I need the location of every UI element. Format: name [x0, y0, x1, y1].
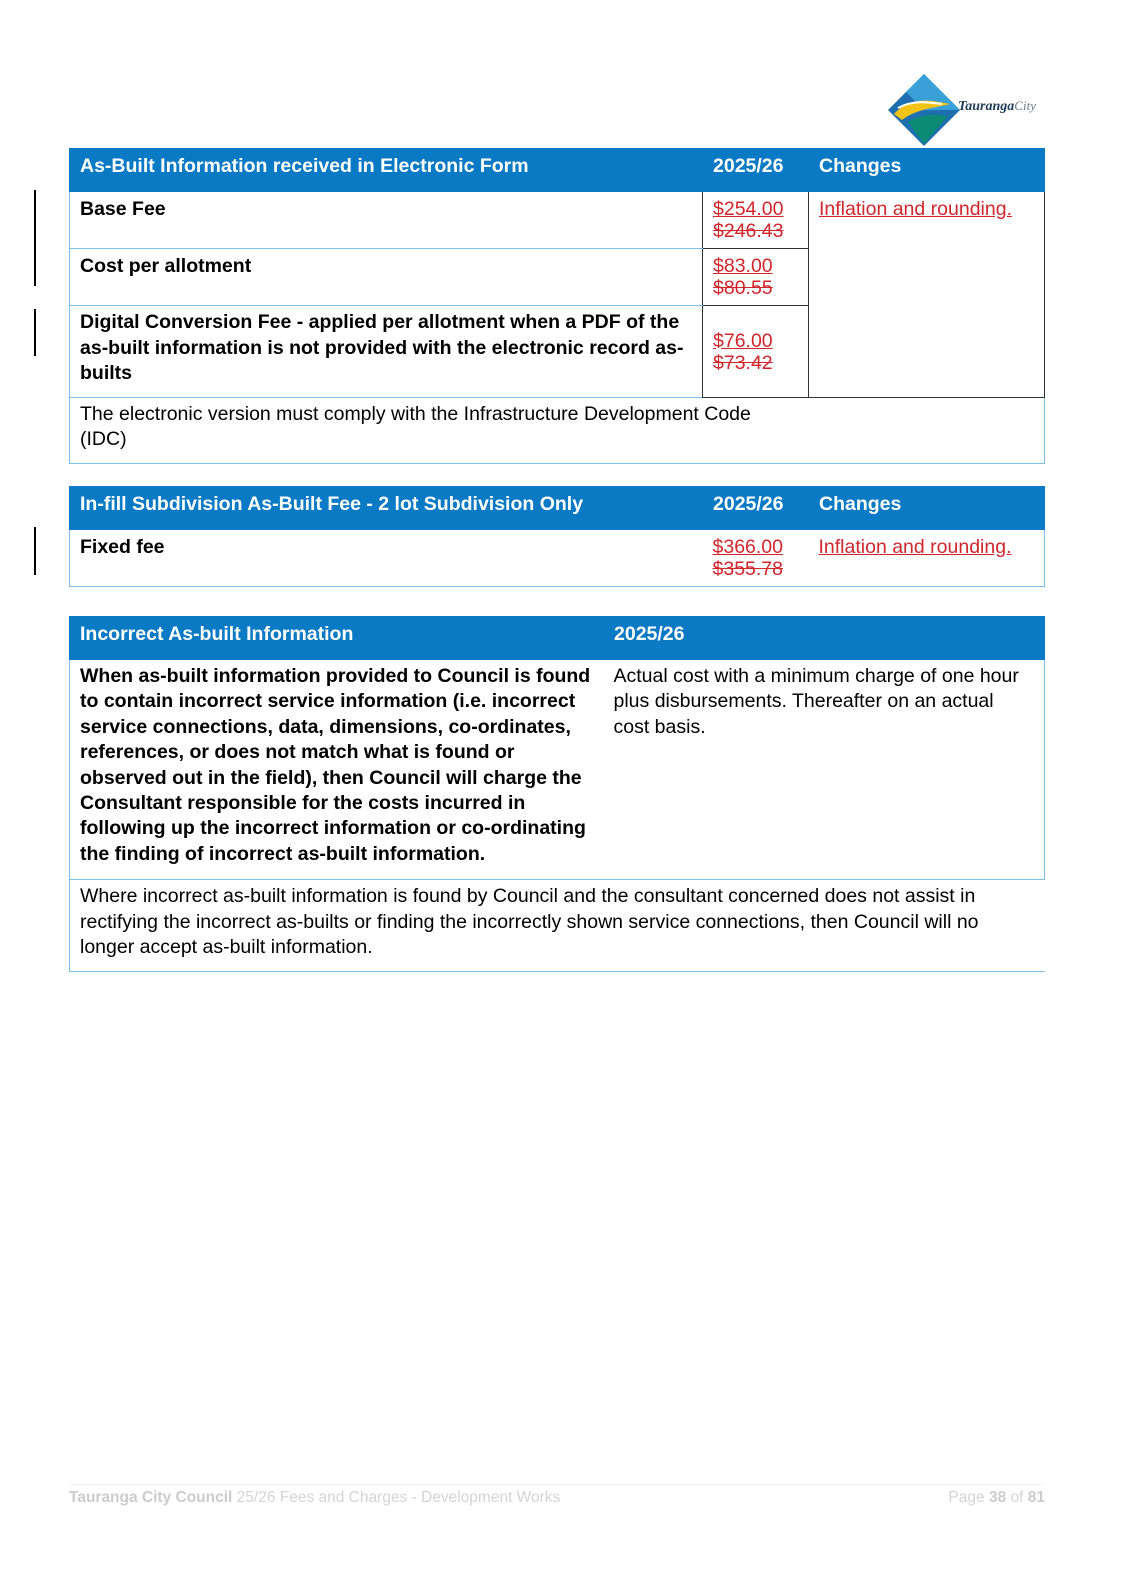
fee-label: Base Fee — [70, 192, 703, 249]
change-note: Inflation and rounding. — [819, 198, 1012, 220]
changes-cell — [809, 530, 1045, 587]
old-price: $80.55 — [713, 277, 773, 299]
table-footnote: Where incorrect as-built information is found by Council and the consultant concerned does not assist in rectifying the incorrect as-builts or finding the incorrectly shown service connections, then Council will no longer accept as-built information. — [70, 880, 1045, 972]
logo-name: Tauranga — [958, 99, 1015, 114]
fee-label: Fixed fee — [70, 530, 703, 587]
fee-label: Cost per allotment — [70, 249, 703, 306]
fee-price-cell — [703, 249, 809, 306]
table-header-changes: Changes — [809, 487, 1045, 530]
changes-cell — [809, 192, 1045, 398]
table-header-title: As-Built Information received in Electronic Form — [70, 149, 703, 192]
fee-price-cell — [703, 192, 809, 249]
fee-label: When as-built information provided to Council is found to contain incorrect service information (i.e. incorrect service connections, data, dimensions, co-ordinates, references, or does not match what is found or observed out in the field), then Council will charge the Consultant responsible for the costs incurred in following up the incorrect information or co-ordinating the finding of incorrect as-built information. — [70, 660, 604, 880]
logo-suffix: City — [1014, 98, 1036, 113]
table-footnote-row — [70, 880, 1045, 972]
as-built-electronic-table — [69, 148, 1045, 464]
table-footnote: The electronic version must comply with the Infrastructure Development Code (IDC) — [70, 398, 1045, 464]
table-row — [70, 192, 1045, 249]
table-footnote-row — [70, 398, 1045, 464]
old-price: $355.78 — [712, 558, 783, 580]
new-price: $83.00 — [713, 255, 773, 277]
fee-price-cell — [703, 306, 809, 398]
new-price: $254.00 — [713, 198, 784, 220]
table-header-row — [70, 487, 1045, 530]
table-header-changes: Changes — [809, 149, 1045, 192]
page-number: Page 38 of 81 — [948, 1489, 1045, 1506]
table-row — [70, 530, 1045, 587]
revision-bar — [34, 309, 36, 356]
table-header-year: 2025/26 — [703, 149, 809, 192]
new-price: $366.00 — [712, 536, 783, 558]
old-price: $73.42 — [713, 351, 773, 374]
footer-doc-title: 25/26 Fees and Charges - Development Works — [236, 1489, 561, 1506]
table-header-title: Incorrect As-built Information — [70, 617, 604, 660]
fee-value: Actual cost with a minimum charge of one hour plus disbursements. Thereafter on an actual cost basis. — [604, 660, 1045, 880]
page-footer — [69, 1484, 1045, 1506]
revision-bar — [34, 527, 36, 575]
new-price: $76.00 — [713, 329, 773, 352]
fee-label: Digital Conversion Fee - applied per allotment when a PDF of the as-built information is not provided with the electronic record as-builts — [70, 306, 703, 398]
table-row — [70, 660, 1045, 880]
table-header-year: 2025/26 — [604, 617, 1045, 660]
table-header-row — [70, 617, 1045, 660]
incorrect-as-built-table — [69, 616, 1045, 972]
old-price: $246.43 — [713, 220, 784, 242]
revision-bar — [34, 190, 36, 286]
fee-price-cell — [703, 530, 809, 587]
footer-org: Tauranga City Council — [69, 1489, 233, 1506]
table-header-title: In-fill Subdivision As-Built Fee - 2 lot Subdivision Only — [70, 487, 703, 530]
logo-diamond-icon — [888, 74, 960, 146]
infill-subdivision-table — [69, 486, 1045, 587]
change-note: Inflation and rounding. — [818, 536, 1012, 558]
tauranga-city-logo — [888, 74, 1058, 146]
table-header-year: 2025/26 — [703, 487, 809, 530]
table-header-row — [70, 149, 1045, 192]
